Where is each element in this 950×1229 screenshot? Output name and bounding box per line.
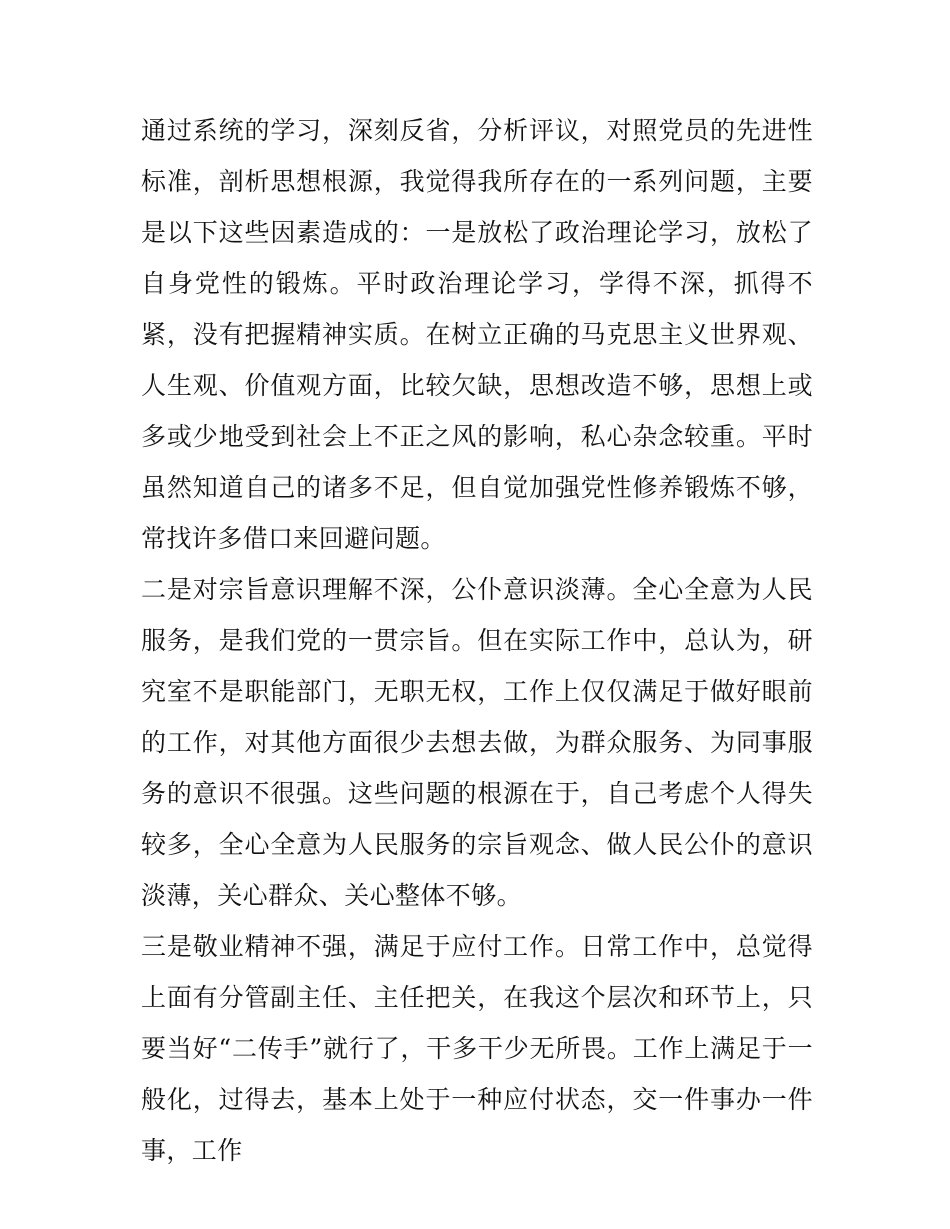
document-body [141, 105, 813, 1176]
paragraph-3: 三是敬业精神不强，满足于应付工作。日常工作中，总觉得上面有分管副主任、主任把关，在我这个层次和环节上，只要当好“二传手”就行了，干多干少无所畏。工作上满足于一般化，过得去，基本上处于一种应付状态，交一件事办一件事，工作 [141, 932, 813, 1165]
paragraph-2: 二是对宗旨意识理解不深，公仆意识淡薄。全心全意为人民服务，是我们党的一贯宗旨。但在实际工作中，总认为，研究室不是职能部门，无职无权，工作上仅仅满足于做好眼前的工作，对其他方面很少去想去做，为群众服务、为同事服务的意识不很强。这些问题的根源在于，自己考虑个人得失较多，全心全意为人民服务的宗旨观念、做人民公仆的意识淡薄，关心群众、关心整体不够。 [141, 575, 813, 910]
paragraph-1: 通过系统的学习，深刻反省，分析评议，对照党员的先进性标准，剖析思想根源，我觉得我所存在的一系列问题，主要是以下这些因素造成的：一是放松了政治理论学习，放松了自身党性的锻炼。平时政治理论学习，学得不深，抓得不紧，没有把握精神实质。在树立正确的马克思主义世界观、人生观、价值观方面，比较欠缺，思想改造不够，思想上或多或少地受到社会上不正之风的影响，私心杂念较重。平时虽然知道自己的诸多不足，但自觉加强党性修养锻炼不够，常找许多借口来回避问题。 [141, 116, 813, 553]
